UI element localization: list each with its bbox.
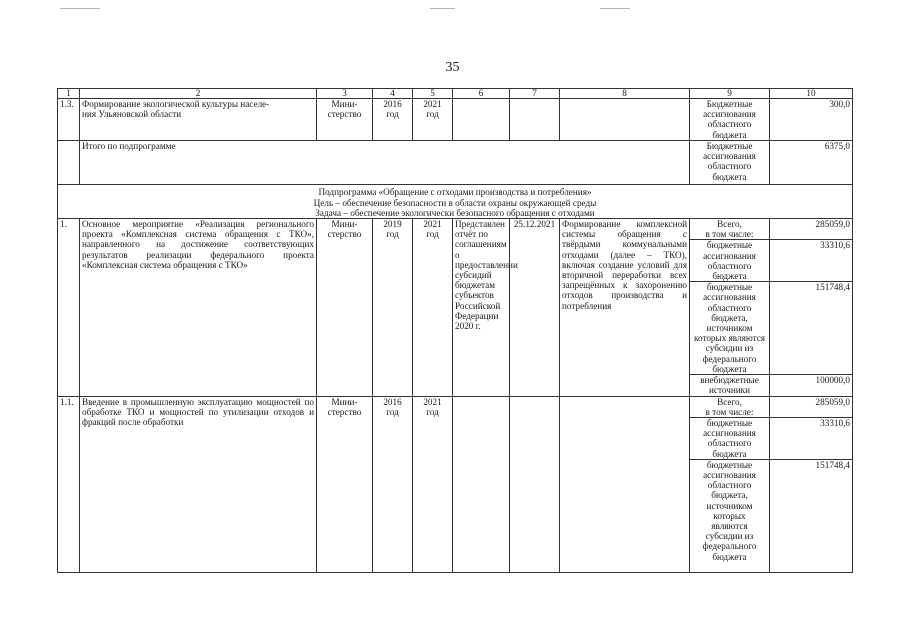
funding-source: бюджетные ассигнования областного бюджета <box>690 418 770 460</box>
date-cell <box>510 99 560 141</box>
start-year: 2019 год <box>373 219 413 397</box>
table-row <box>58 219 853 240</box>
executor: Мини- стерство <box>317 219 373 397</box>
activity-name: Формирование экологической культуры населе- ния Ульяновской области <box>80 99 317 141</box>
funding-source: Бюджетные ассигнования областного бюджета <box>690 141 770 185</box>
indicator-text: Формирование комплексной системы обращения с твёрдыми коммунальными отходами (далее – ТКО), включая создание условий для вторичной переработки всех запрещённых к захоронению отходов производства и потребления <box>560 219 690 397</box>
total-label: Итого по подпрограмме <box>80 141 690 185</box>
funding-source: бюджетные ассигнования областного бюджета, источником которых являются субсидии из федерального бюджета <box>690 459 770 572</box>
funding-amount: 6375,0 <box>770 141 853 185</box>
activity-name: Основное мероприятие «Реализация регионального проекта «Комплексная система обращения с ТКО», направленного на достижение соответствующих результатов реализации федерального проекта «Комплексная система обращения с ТКО» <box>80 219 317 397</box>
row-number <box>58 141 80 185</box>
column-number: 10 <box>770 89 853 99</box>
funding-amount: 33310,6 <box>770 418 853 460</box>
funding-amount: 151748,4 <box>770 282 853 375</box>
column-number: 8 <box>560 89 690 99</box>
column-number: 2 <box>80 89 317 99</box>
funding-amount: 100000,0 <box>770 375 853 396</box>
column-number: 3 <box>317 89 373 99</box>
executor: Мини- стерство <box>317 99 373 141</box>
activity-name: Введение в промышленную эксплуатацию мощностей по обработке ТКО и мощностей по утилизации отходов и фракций после обработки <box>80 396 317 572</box>
table-row <box>58 99 853 141</box>
column-number: 6 <box>453 89 510 99</box>
scan-artifact <box>600 8 630 9</box>
funding-source: Бюджетные ассигнования областного бюджета <box>690 99 770 141</box>
start-year: 2016 год <box>373 396 413 572</box>
funding-source: бюджетные ассигнования областного бюджета, источником которых являются субсидии из федерального бюджета <box>690 282 770 375</box>
subprogram-task: Задача – обеспечение экологически безопасного обращения с отходами <box>315 207 595 218</box>
column-number: 9 <box>690 89 770 99</box>
result-text: Представлен отчёт по соглашениям о предоставлении субсидий бюджетам субъектов Российской Федерации 2020 г. <box>453 219 510 397</box>
end-year: 2021 год <box>413 219 453 397</box>
end-year: 2021 год <box>413 99 453 141</box>
funding-source: Всего, в том числе: <box>690 396 770 417</box>
column-number: 5 <box>413 89 453 99</box>
column-number-row <box>58 89 853 99</box>
row-number: 1.3. <box>58 99 80 141</box>
section-heading <box>58 185 853 219</box>
result-cell <box>453 99 510 141</box>
funding-source: внебюджетные источники <box>690 375 770 396</box>
subprogram-title: Подпрограмма «Обращение с отходами производства и потребления» <box>318 187 592 198</box>
row-number: 1. <box>58 219 80 397</box>
indicator-cell <box>560 396 690 572</box>
funding-amount: 33310,6 <box>770 240 853 282</box>
program-table <box>57 88 853 573</box>
start-year: 2016 год <box>373 99 413 141</box>
funding-amount: 300,0 <box>770 99 853 141</box>
funding-source: Всего, в том числе: <box>690 219 770 240</box>
total-row <box>58 141 853 185</box>
indicator-cell <box>560 99 690 141</box>
row-number: 1.1. <box>58 396 80 572</box>
column-number: 4 <box>373 89 413 99</box>
column-number: 7 <box>510 89 560 99</box>
funding-amount: 151748,4 <box>770 459 853 572</box>
scan-artifact <box>60 8 100 9</box>
deadline-date: 25.12.2021 <box>510 219 560 397</box>
section-heading-row <box>58 185 853 219</box>
date-cell <box>510 396 560 572</box>
funding-amount: 285059,0 <box>770 219 853 240</box>
end-year: 2021 год <box>413 396 453 572</box>
funding-source: бюджетные ассигнования областного бюджета <box>690 240 770 282</box>
column-number: 1 <box>58 89 80 99</box>
page-number: 35 <box>445 60 460 75</box>
subprogram-goal: Цель – обеспечение безопасности в области охраны окружающей среды <box>313 197 597 208</box>
funding-amount: 285059,0 <box>770 396 853 417</box>
table-row <box>58 396 853 417</box>
executor: Мини- стерство <box>317 396 373 572</box>
result-cell <box>453 396 510 572</box>
scan-artifact <box>430 8 455 9</box>
